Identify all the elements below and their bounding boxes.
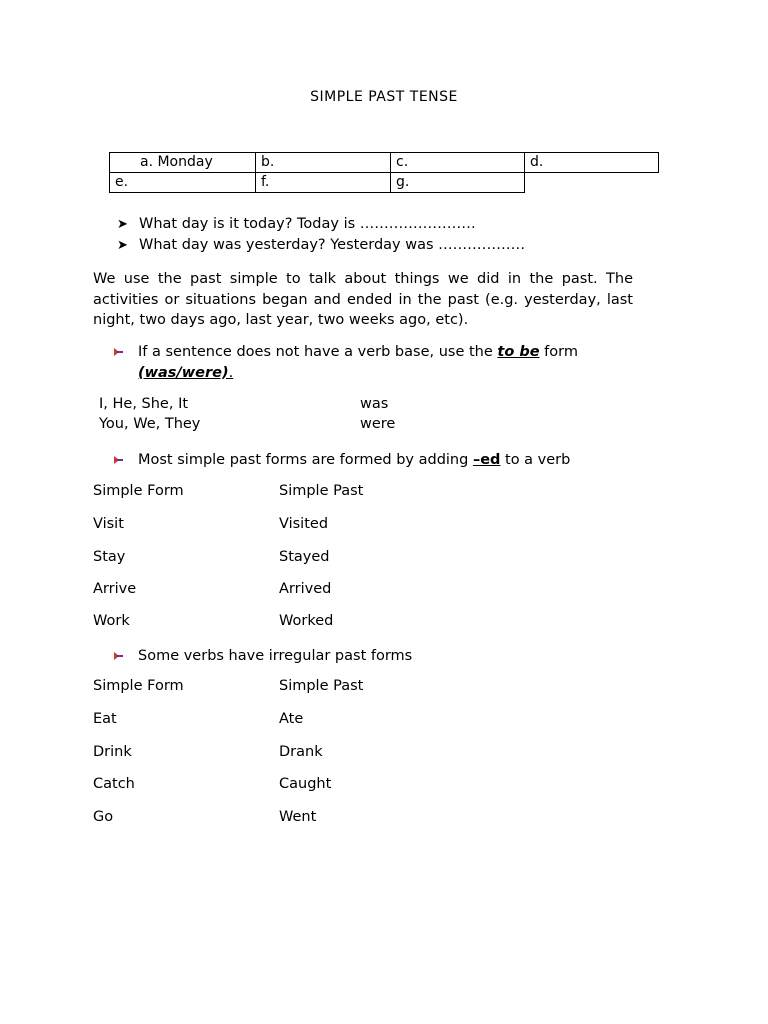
days-table-row — [110, 173, 659, 193]
days-cell-empty — [525, 173, 659, 193]
rule-regular — [113, 450, 570, 471]
days-cell: g. — [391, 173, 525, 193]
to-be-subject: I, He, She, It — [99, 396, 189, 412]
verb-past: Ate — [279, 711, 304, 727]
verb-simple: Go — [93, 809, 114, 825]
column-header-past: Simple Past — [279, 678, 364, 694]
rule-text: to a verb — [500, 452, 571, 468]
arrow-bullet-icon: ➤ — [117, 238, 128, 253]
verb-past: Stayed — [279, 549, 330, 565]
verb-past: Went — [279, 809, 317, 825]
arrow-bullet-icon: ➤ — [117, 217, 128, 232]
page-title: SIMPLE PAST TENSE — [310, 89, 458, 105]
verb-past: Worked — [279, 613, 334, 629]
verb-past: Visited — [279, 516, 329, 532]
rule-text: Some verbs have irregular past forms — [138, 648, 413, 664]
rule-text: . — [228, 364, 234, 381]
question-text: What day was yesterday? Yesterday was ……………… — [139, 237, 526, 253]
question-item — [117, 216, 476, 232]
verb-past: Drank — [279, 744, 323, 760]
arrow-bullet-icon — [113, 346, 124, 357]
days-cell: b. — [256, 153, 391, 173]
column-header-past: Simple Past — [279, 483, 364, 499]
verb-simple: Eat — [93, 711, 117, 727]
verb-simple: Stay — [93, 549, 126, 565]
days-table — [109, 152, 659, 193]
days-cell: a. Monday — [110, 153, 256, 173]
rule-text: If a sentence does not have a verb base, use the — [138, 344, 498, 360]
rule-text: Most simple past forms are formed by adding — [138, 452, 473, 468]
days-cell: f. — [256, 173, 391, 193]
days-cell: d. — [525, 153, 659, 173]
verb-past: Arrived — [279, 581, 332, 597]
question-item — [117, 237, 525, 253]
rule-emphasis: –ed — [472, 452, 501, 468]
to-be-verb: was — [360, 396, 389, 412]
to-be-subject: You, We, They — [99, 416, 201, 432]
verb-simple: Catch — [93, 776, 135, 792]
verb-simple: Arrive — [93, 581, 137, 597]
days-cell: e. — [110, 173, 256, 193]
rule-emphasis: (was/were) — [138, 364, 229, 381]
verb-simple: Drink — [93, 744, 132, 760]
intro-paragraph: We use the past simple to talk about things we did in the past. The activities or situations began and ended in the past (e.g. yesterday, last night, two days ago, last year, two weeks ago, etc). — [93, 271, 633, 328]
to-be-verb: were — [360, 416, 396, 432]
rule-text: form — [539, 344, 578, 360]
days-table-row — [110, 153, 659, 173]
rule-to-be — [113, 342, 623, 383]
rule-irregular — [113, 646, 412, 667]
verb-past: Caught — [279, 776, 332, 792]
arrow-bullet-icon — [113, 454, 124, 465]
column-header-simple: Simple Form — [93, 678, 184, 694]
column-header-simple: Simple Form — [93, 483, 184, 499]
rule-emphasis: to be — [497, 344, 540, 360]
question-text: What day is it today? Today is …………………… — [139, 216, 476, 232]
arrow-bullet-icon — [113, 650, 124, 661]
verb-simple: Work — [93, 613, 130, 629]
verb-simple: Visit — [93, 516, 124, 532]
days-cell: c. — [391, 153, 525, 173]
